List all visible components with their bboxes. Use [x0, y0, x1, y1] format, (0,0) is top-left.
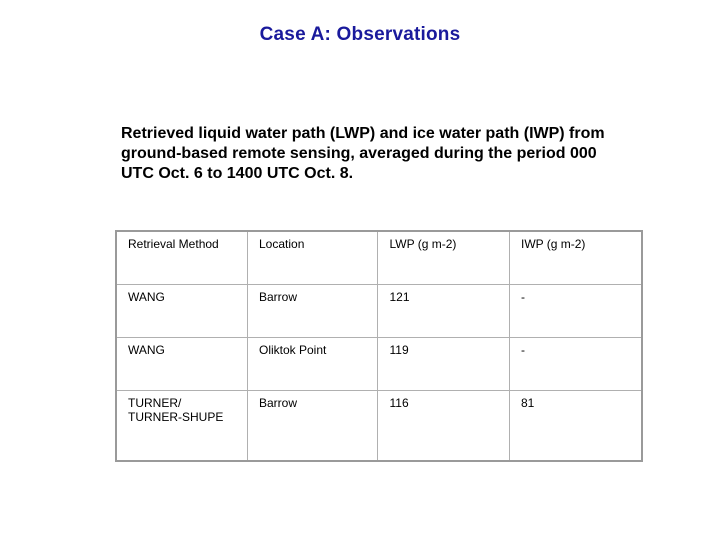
cell-retrieval-method: TURNER/ TURNER-SHUPE	[116, 390, 248, 461]
header-location: Location	[248, 231, 378, 284]
cell-location: Barrow	[248, 390, 378, 461]
cell-lwp: 119	[378, 337, 510, 390]
observations-table	[115, 230, 643, 462]
header-lwp: LWP (g m-2)	[378, 231, 510, 284]
table-caption: Retrieved liquid water path (LWP) and ice water path (IWP) from ground-based remote sensing, averaged during the period 000 UTC Oct. 6 to 1400 UTC Oct. 8.	[121, 125, 605, 182]
cell-iwp: 81	[509, 390, 642, 461]
table-row	[116, 284, 642, 337]
cell-location: Oliktok Point	[248, 337, 378, 390]
cell-lwp: 121	[378, 284, 510, 337]
cell-retrieval-method: WANG	[116, 284, 248, 337]
cell-location: Barrow	[248, 284, 378, 337]
table-row	[116, 337, 642, 390]
cell-lwp: 116	[378, 390, 510, 461]
table-header-row	[116, 231, 642, 284]
cell-iwp: -	[509, 284, 642, 337]
cell-iwp: -	[509, 337, 642, 390]
header-iwp: IWP (g m-2)	[509, 231, 642, 284]
header-retrieval-method: Retrieval Method	[116, 231, 248, 284]
table-row	[116, 390, 642, 461]
slide-title: Case A: Observations	[259, 24, 461, 45]
cell-retrieval-method: WANG	[116, 337, 248, 390]
